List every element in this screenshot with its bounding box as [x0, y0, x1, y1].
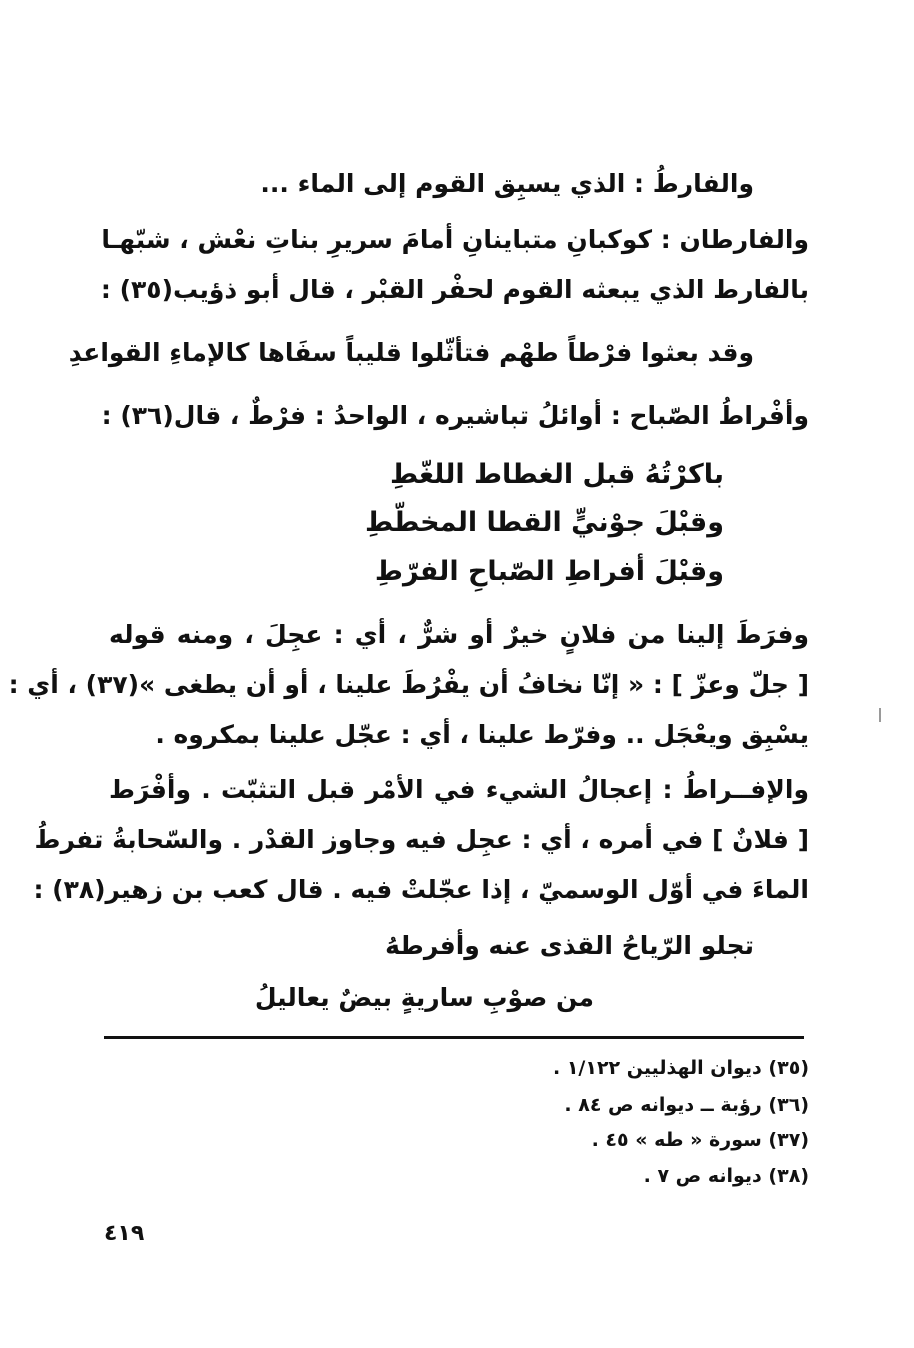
verse-line-4: وقبْلَ أفراطِ الصّباحِ الفرّطِ	[374, 556, 724, 587]
text-line-4: وأفْراطُ الصّباح : أوائلُ تباشيره ، الواحدُ : فرْطٌ ، قال(٣٦) :	[101, 401, 809, 430]
text-line-10: الماءَ في أوّل الوسميّ ، إذا عجّلتْ فيه . قال كعب بن زهير(٣٨) :	[33, 875, 809, 904]
verse-line-6: من صوْبِ ساريةٍ بيضٌ يعاليلُ	[254, 983, 594, 1012]
text-line-6: [ جلّ وعزّ ] : « إنّا نخافُ أن يفْرُطَ علينا ، أو أن يطغى »(٣٧) ، أي :	[8, 670, 809, 699]
text-line-8: والإفــراطُ : إعجالُ الشيء في الأمْر قبل التثبّت . وأفْرَط	[109, 775, 809, 804]
verse-line-1: وقد بعثوا فرْطاً طهْم فتأثّلوا قليباً سفَاها كالإماءِ القواعدِ	[68, 338, 754, 367]
text-line-7: يسْبِق ويعْجَل .. وفرّط علينا ، أي : عجّل علينا بمكروه .	[155, 720, 809, 749]
footnote-3: (٣٧) سورة « طه » ٤٥ .	[591, 1129, 809, 1151]
footnote-1: (٣٥) ديوان الهذليين ١/١٢٢ .	[552, 1057, 809, 1079]
footnote-4: (٣٨) ديوانه ص ٧ .	[643, 1165, 809, 1187]
verse-line-2: باكرْتُهُ قبل الغطاط اللغّطِ	[390, 459, 724, 490]
text-line-9: [ فلانٌ ] في أمره ، أي : عجِل فيه وجاوز القدْر . والسّحابةُ تفرطُ	[34, 825, 809, 854]
text-line-5: وفرَطَ إلينا من فلانٍ خيرٌ أو شرٌّ ، أي : عجِلَ ، ومنه قوله	[109, 620, 809, 649]
page-number: ٤١٩	[104, 1221, 145, 1246]
footnote-divider	[104, 1036, 804, 1039]
verse-line-5: تجلو الرّياحُ القذى عنه وأفرطهُ	[385, 931, 754, 960]
text-line-1: والفارطُ : الذي يسبِق القوم إلى الماء ...	[260, 169, 754, 198]
scan-edge-mark	[879, 708, 881, 722]
text-line-2: والفارطان : كوكبانِ متباينانِ أمامَ سريرِ بناتِ نعْش ، شبّهـا	[101, 225, 809, 254]
verse-line-3: وقبْلَ جوْنيٍّ القطا المخطّطِ	[364, 507, 724, 538]
text-line-3: بالفارط الذي يبعثه القوم لحفْر القبْر ، قال أبو ذؤيب(٣٥) :	[100, 275, 809, 304]
footnote-2: (٣٦) رؤبة ــ ديوانه ص ٨٤ .	[564, 1094, 809, 1116]
